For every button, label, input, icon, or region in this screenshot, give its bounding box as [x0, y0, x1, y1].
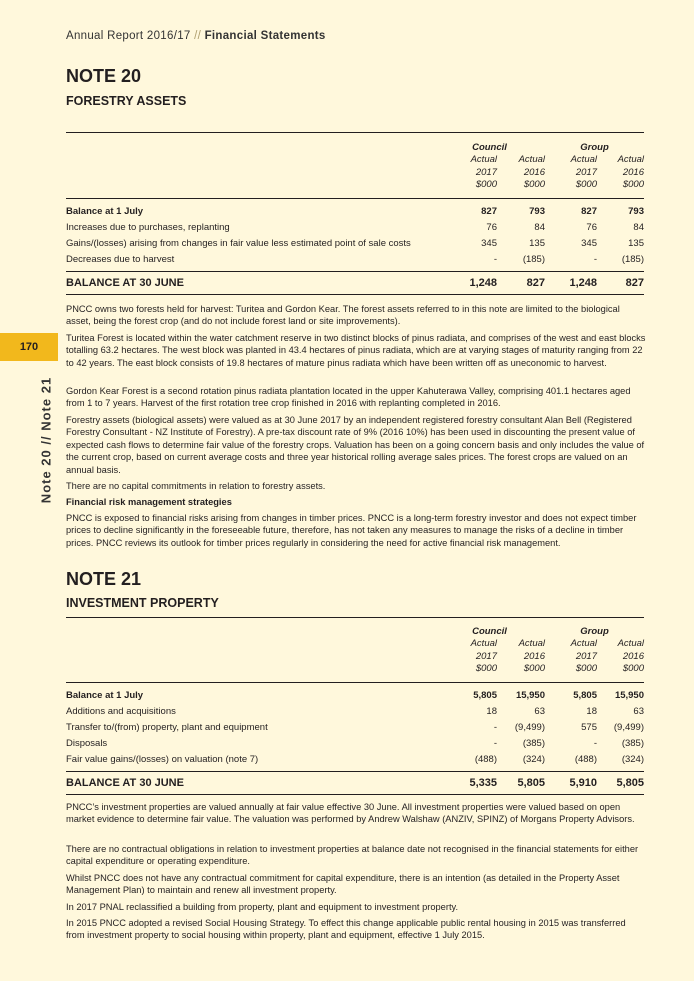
- note20-table: Council Group Actual Actual Actual Actual 2017 2016 2017 2016 $000 $000 $000 $000 Balance at 1 July 827 793 827 793 Increases due to purchases, replanting 76 84 76 84 Gains/(losses) arising from changes in fair value less estimated point of sale costs 345 135 345 135 Decreases due to harvest - (185) - (185) BALANCE AT 30 JUNE 1,248 827 1,248 827: [66, 141, 644, 295]
- total-row: BALANCE AT 30 JUNE 5,335 5,805 5,910 5,805: [66, 771, 644, 794]
- note21-paragraph: There are no contractual obligations in relation to investment properties at balance date not recognised in the financial statements for either capital expenditure or operating expenditure.: [66, 844, 639, 867]
- table-row: Transfer to/(from) property, plant and equipment - (9,499) 575 (9,499): [66, 721, 644, 733]
- table-row: Decreases due to harvest - (185) - (185): [66, 253, 644, 265]
- table-row: Balance at 1 July 5,805 15,950 5,805 15,950: [66, 689, 644, 701]
- note20-paragraph: PNCC owns two forests held for harvest: Turitea and Gordon Kear. The forest assets referred to in this note are limited to the biological asset, being the forest crop (and do not include forest land or site improvements).: [66, 304, 620, 327]
- table-row: Increases due to purchases, replanting 76 84 76 84: [66, 221, 644, 233]
- note21-top-rule: [66, 617, 644, 618]
- note21-paragraph: Whilst PNCC does not have any contractual commitment for capital expenditure, there is an intention (as detailed in the Property Asset Management Plan) to maintain and renew all investment property.: [66, 873, 620, 896]
- note21-title: NOTE 21: [66, 569, 142, 589]
- table-row: Additions and acquisitions 18 63 18 63: [66, 705, 644, 717]
- note21-subtitle: INVESTMENT PROPERTY: [66, 596, 219, 610]
- table-group-header: [66, 141, 644, 154]
- council-header: Council: [472, 626, 507, 637]
- report-title: Annual Report 2016/17: [66, 30, 191, 42]
- note20-paragraph: Gordon Kear Forest is a second rotation pinus radiata plantation located in the upper Kahuterawa Valley, comprising 401.1 hectares aged from 1 to 7 years. Harvest of the first rotation tree crop finished in 2016 with replanting completed in 2016.: [66, 386, 631, 409]
- note20-title: NOTE 20: [66, 66, 142, 86]
- header-separator: //: [194, 30, 202, 42]
- note20-subtitle: FORESTRY ASSETS: [66, 94, 187, 108]
- risk-heading: Financial risk management strategies: [66, 497, 232, 507]
- note20-top-rule: [66, 132, 644, 133]
- group-header: Group: [580, 142, 609, 153]
- table-row: Disposals - (385) - (385): [66, 737, 644, 749]
- note21-paragraph: In 2017 PNAL reclassified a building from property, plant and equipment to investment property.: [66, 902, 459, 912]
- note21-table: Council Group Actual Actual Actual Actual 2017 2016 2017 2016 $000 $000 $000 $000 Balance at 1 July 5,805 15,950 5,805 15,950 Additions and acquisitions 18 63 18 63 Transfer to/(from) property, plant and equipment - (9,499) 575 (9,499) Disposals - (385) - (385) Fair value gains/(losses) on valuation (note 7) (488) (324) (488) (324) BALANCE AT 30 JUNE 5,335 5,805 5,910 5,805: [66, 625, 644, 795]
- note20-paragraph: Turitea Forest is located within the water catchment reserve in two distinct blocks of pinus radiata, and comprises of the west and east blocks totalling 63.2 hectares. The west block was planted in 43.4 hectares of pinus radiata, which are at varying stages of maturity ranging from 22 to 42 years. The east block consists of 19.8 hectares of mature pinus radiata which have been written off as uneconomic to harvest.: [66, 333, 646, 368]
- council-header: Council: [472, 142, 507, 153]
- section-title: Financial Statements: [204, 30, 326, 42]
- page-header: [66, 30, 326, 42]
- table-row: Gains/(losses) arising from changes in fair value less estimated point of sale costs 345 135 345 135: [66, 237, 644, 249]
- note21-paragraph: PNCC’s investment properties are valued annually at fair value effective 30 June. All investment properties were valued based on open market evidence to determine fair value. The valuation was performed by Andrew Walshaw (ANZIV, SPINZ) of Morgans Property Advisors.: [66, 802, 635, 825]
- note20-paragraph: PNCC is exposed to financial risks arising from changes in timber prices. PNCC is a long-term forestry investor and does not expect timber prices to decline significantly in the foreseeable future, therefore, has not taken any measures to manage the risks of a decline in timber prices. PNCC reviews its outlook for timber prices regularly in considering the need for active financial risk management.: [66, 513, 637, 548]
- group-header: Group: [580, 626, 609, 637]
- side-section-label: Note 20 // Note 21: [38, 376, 54, 504]
- note20-paragraph: Forestry assets (biological assets) were valued as at 30 June 2017 by an independent registered forestry consultant Alan Bell (Registered Forestry Consultant - NZ Institute of Forestry). A pre-tax discount rate of 9% (2016 10%) has been used in discounting the present value of expected cash flows to determine fair value of the forestry crops. Valuation has been on a going concern basis and only includes the value of the current crop, based on current average costs and three year historical rolling average sales prices. The forest crops are valued on an annual basis.: [66, 415, 645, 475]
- note20-paragraph: There are no capital commitments in relation to forestry assets.: [66, 481, 326, 491]
- page-number-tab: 170: [0, 333, 58, 361]
- total-row: BALANCE AT 30 JUNE 1,248 827 1,248 827: [66, 271, 644, 294]
- table-row: Fair value gains/(losses) on valuation (note 7) (488) (324) (488) (324): [66, 753, 644, 765]
- note21-paragraph: In 2015 PNCC adopted a revised Social Housing Strategy. To effect this change applicable public rental housing in 2015 was transferred from investment property to social housing within property, plant and equipment, effective 1 July 2015.: [66, 918, 626, 941]
- table-row: Balance at 1 July 827 793 827 793: [66, 205, 644, 217]
